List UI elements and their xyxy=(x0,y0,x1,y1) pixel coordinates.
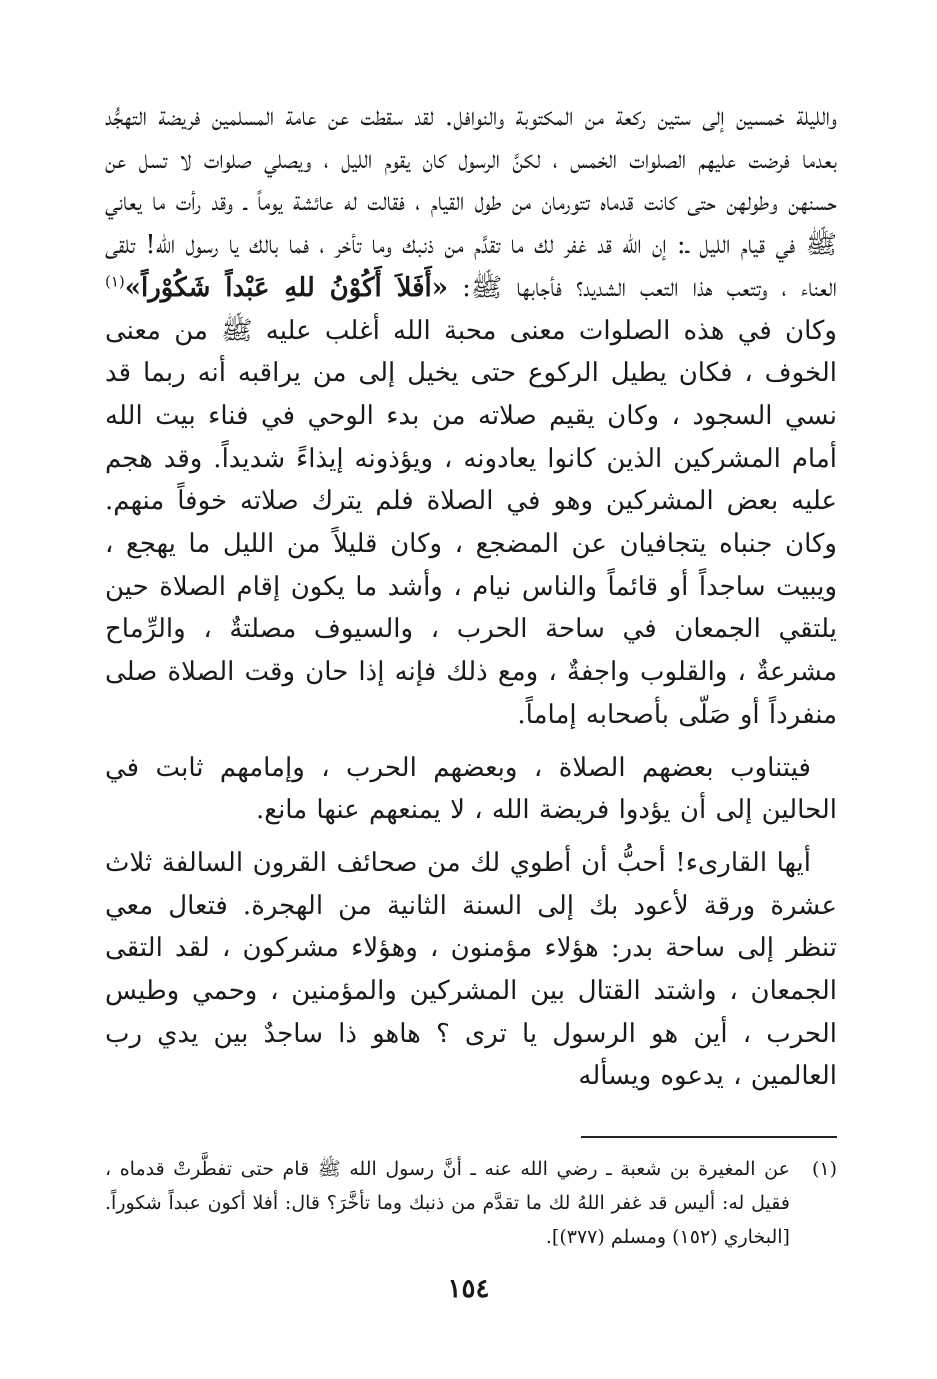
page-number: ١٥٤ xyxy=(447,1274,490,1304)
footnote-marker: (١) xyxy=(811,1158,837,1180)
footnote-text: عن المغيرة بن شعبة ـ رضي الله عنه ـ أنَّ رسول الله ﷺ قام حتى تفطَّرتْ قدماه ، فقيل له: أليس قد غفر اللهُ لك ما تقدَّم من ذنبك وما تأخَّرَ؟ قال: أفلا أكون عبداً شكوراً. [البخاري (١٥٢) ومسلم (٣٧٧)]. xyxy=(105,1158,790,1248)
paragraph-1-text-after: وكان في هذه الصلوات معنى محبة الله أغلب عليه ﷺ من معنى الخوف ، فكان يطيل الركوع حتى يخيل إلى من يراقبه أنه ربما قد نسي السجود ، وكان يقيم صلاته من بدء الوحي في فناء بيت الله أمام المشركين الذين كانوا يعادونه ، ويؤذونه إيذاءً شديداً. وقد هجم عليه بعض المشركين وهو في الصلاة فلم يترك صلاته خوفاً منهم. وكان جنباه يتجافيان عن المضجع ، وكان قليلاً من الليل ما يهجع ، ويبيت ساجداً أو قائماً والناس نيام ، وأشد ما يكون إقام الصلاة حين يلتقي الجمعان في ساحة الحرب ، والسيوف مصلتةٌ ، والرِّماح مشرعةٌ ، والقلوب واجفةٌ ، ومع ذلك فإنه إذا حان وقت الصلاة صلى منفرداً أو صَلّى بأصحابه إماماً. xyxy=(105,315,837,730)
paragraph-1-text-before: والليلة خمسين إلى ستين ركعة من المكتوبة والنوافل. لقد سقطت عن عامة المسلمين فريضة التهجُّد بعدما فرضت عليهم الصلوات الخمس ، لكنَّ الرسول كان يقوم الليل ، ويصلي صلوات لا تسل عن حسنهن وطولهن حتى كانت قدماه تتورمان من طول القيام ، فقالت له عائشة يوماً ـ وقد رأت ما يعاني ﷺ في قيام الليل ـ: إن الله قد غفر لك ما تقدَّم من ذنبك وما تأخر ، فما بالك يا رسول الله! تلقى العناء ، وتتعب هذا التعب الشديد؟ فأجابها ﷺ: xyxy=(105,102,837,303)
paragraph-3: أيها القارىء! أحبُّ أن أطوي لك من صحائف القرون السالفة ثلاث عشرة ورقة لأعود بك إلى السنة الثانية من الهجرة. فتعال معي تنظر إلى ساحة بدر: هؤلاء مؤمنون ، وهؤلاء مشركون ، لقد التقى الجمعان ، واشتد القتال بين المشركين والمؤمنين ، وحمي وطيس الحرب ، أين هو الرسول يا ترى ؟ هاهو ذا ساجدٌ بين يدي رب العالمين ، يدعوه ويسأله xyxy=(105,847,837,1092)
hadith-quote: «أَفَلاَ أَكُوْنُ للهِ عَبْداً شَكُوْراً» xyxy=(124,272,449,303)
footnote-reference[interactable]: (١) xyxy=(105,272,125,291)
footnote-divider xyxy=(581,1136,837,1138)
main-text xyxy=(105,96,837,1098)
paragraph-2: فيتناوب بعضهم الصلاة ، وبعضهم الحرب ، وإمامهم ثابت في الحالين إلى أن يؤدوا فريضة الله ، لا يمنعهم عنها مانع. xyxy=(105,752,837,826)
footnote xyxy=(105,1152,837,1254)
paragraph-1 xyxy=(105,96,837,737)
